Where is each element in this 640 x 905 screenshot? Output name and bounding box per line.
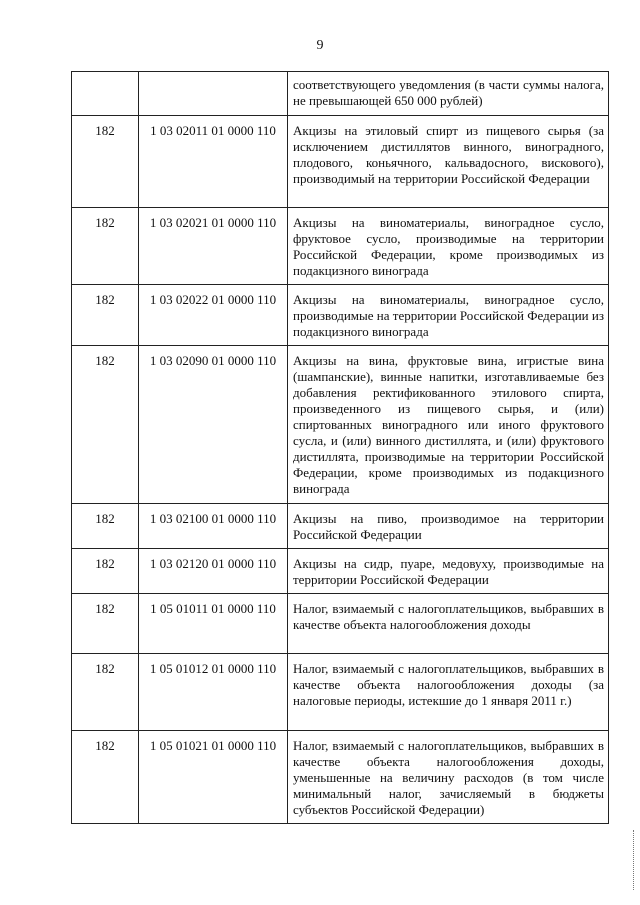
- description-cell: Акцизы на виноматериалы, виноградное сусло, производимые на территории Российской Федерации из подакцизного винограда: [288, 285, 609, 346]
- admin-code-cell: 182: [72, 208, 139, 285]
- table-row: [72, 346, 609, 504]
- description-cell: Акцизы на вина, фруктовые вина, игристые вина (шампанские), винные напитки, изготавливаемые без добавления ректификованного этилового спирта, произведенного из пищевого сырья, и (или) спиртованных виноградного или иного фруктового сусла, и (или) винного дистиллята, и (или) фруктового дистиллята, производимые на территории Российской Федерации, кроме производимых из подакцизного винограда: [288, 346, 609, 504]
- kbk-code-cell: [139, 72, 288, 116]
- table-row: [72, 549, 609, 594]
- description-cell: Налог, взимаемый с налогоплательщиков, выбравших в качестве объекта налогообложения доходы, уменьшенные на величину расходов (в том числе минимальный налог, зачисляемый в бюджеты субъектов Российской Федерации): [288, 731, 609, 824]
- kbk-code-cell: 1 03 02021 01 0000 110: [139, 208, 288, 285]
- table-row: [72, 654, 609, 731]
- budget-codes-table: [71, 71, 609, 824]
- admin-code-cell: 182: [72, 504, 139, 549]
- description-cell: соответствующего уведомления (в части суммы налога, не превышающей 650 000 рублей): [288, 72, 609, 116]
- admin-code-cell: 182: [72, 285, 139, 346]
- table-row: [72, 285, 609, 346]
- scan-edge-mark: [633, 830, 636, 890]
- kbk-code-cell: 1 03 02120 01 0000 110: [139, 549, 288, 594]
- kbk-code-cell: 1 05 01011 01 0000 110: [139, 594, 288, 654]
- table-row: [72, 72, 609, 116]
- kbk-code-cell: 1 03 02090 01 0000 110: [139, 346, 288, 504]
- page-number: 9: [316, 38, 324, 53]
- admin-code-cell: 182: [72, 549, 139, 594]
- admin-code-cell: 182: [72, 116, 139, 208]
- admin-code-cell: 182: [72, 731, 139, 824]
- admin-code-cell: 182: [72, 594, 139, 654]
- description-cell: Акцизы на пиво, производимое на территории Российской Федерации: [288, 504, 609, 549]
- description-cell: Налог, взимаемый с налогоплательщиков, выбравших в качестве объекта налогообложения доходы: [288, 594, 609, 654]
- table-row: [72, 594, 609, 654]
- description-cell: Налог, взимаемый с налогоплательщиков, выбравших в качестве объекта налогообложения доходы (за налоговые периоды, истекшие до 1 января 2011 г.): [288, 654, 609, 731]
- table-row: [72, 504, 609, 549]
- kbk-code-cell: 1 05 01021 01 0000 110: [139, 731, 288, 824]
- kbk-code-cell: 1 03 02022 01 0000 110: [139, 285, 288, 346]
- admin-code-cell: 182: [72, 346, 139, 504]
- kbk-code-cell: 1 03 02100 01 0000 110: [139, 504, 288, 549]
- table-row: [72, 731, 609, 824]
- description-cell: Акцизы на этиловый спирт из пищевого сырья (за исключением дистиллятов винного, виноградного, плодового, коньячного, кальвадосного, вискового), производимый на территории Российской Федерации: [288, 116, 609, 208]
- kbk-code-cell: 1 05 01012 01 0000 110: [139, 654, 288, 731]
- description-cell: Акцизы на сидр, пуаре, медовуху, производимые на территории Российской Федерации: [288, 549, 609, 594]
- description-cell: Акцизы на виноматериалы, виноградное сусло, фруктовое сусло, производимые на территории Российской Федерации, кроме производимых из подакцизного винограда: [288, 208, 609, 285]
- kbk-code-cell: 1 03 02011 01 0000 110: [139, 116, 288, 208]
- admin-code-cell: [72, 72, 139, 116]
- admin-code-cell: 182: [72, 654, 139, 731]
- table-row: [72, 208, 609, 285]
- table-row: [72, 116, 609, 208]
